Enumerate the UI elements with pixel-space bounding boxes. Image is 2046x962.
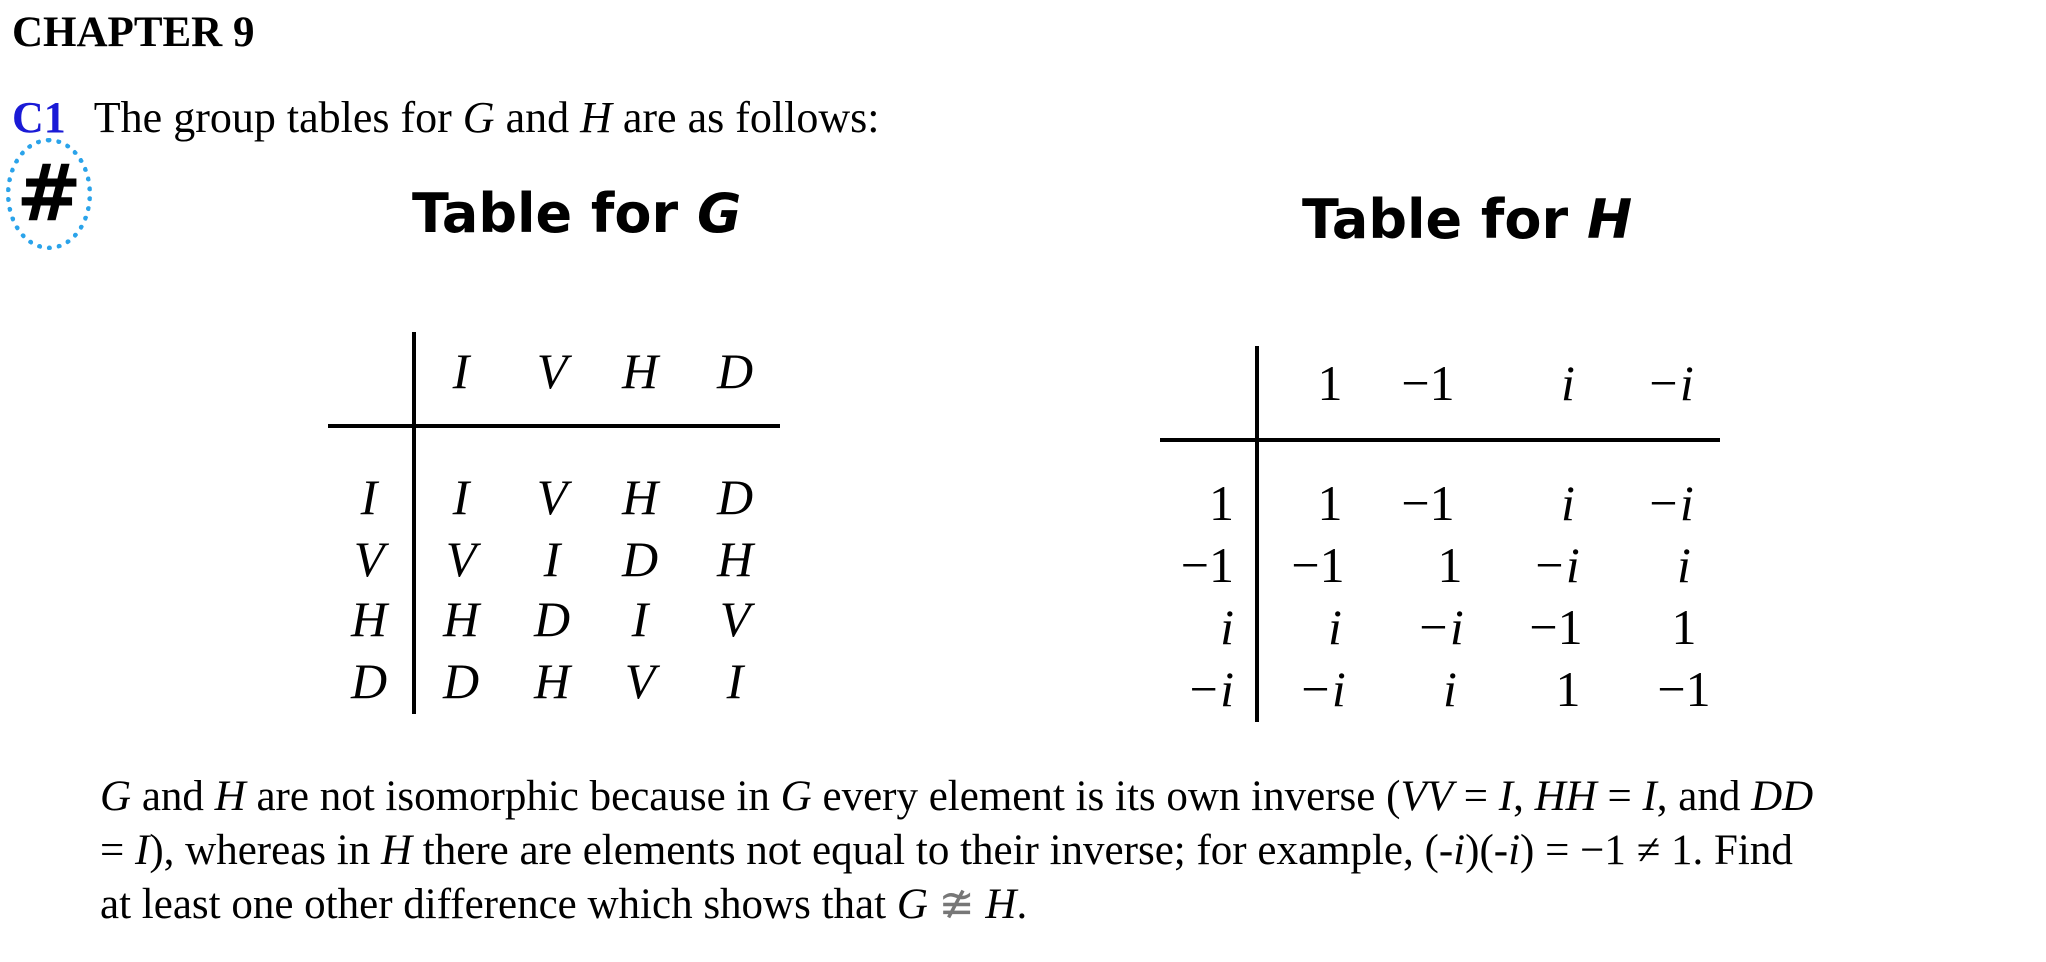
table-h-cell: −1	[1657, 661, 1711, 717]
text-span: are not isomorphic because in	[245, 773, 781, 820]
table-g-cell: D	[716, 469, 754, 525]
table-g-cell: H	[533, 653, 571, 709]
table-g-cell: V	[624, 653, 656, 709]
intro-text-pre: The group tables for	[93, 93, 463, 142]
text-span: at least one other difference which shows that	[100, 881, 897, 928]
table-g-horizontal-rule	[328, 424, 780, 428]
text-span: every element is its own inverse (	[811, 773, 1401, 820]
var-imag: i	[1508, 827, 1521, 874]
table-h-cell: 1	[1555, 661, 1581, 717]
text-span: and	[131, 773, 215, 820]
group-h-var: H	[580, 93, 612, 142]
table-h-cell: 1	[1671, 599, 1697, 655]
table-h-title-prefix: Table for	[1302, 188, 1587, 251]
intro-text-post: are as follows:	[611, 93, 880, 142]
text-span: =	[1596, 773, 1643, 820]
var-h: H	[380, 827, 413, 874]
text-span: )(-	[1465, 827, 1509, 874]
table-h-cell: i	[1443, 661, 1457, 717]
table-g-cell: D	[621, 531, 659, 587]
text-span	[975, 881, 986, 928]
table-h-cell: 1	[1437, 537, 1463, 593]
var-h: H	[985, 881, 1017, 928]
var-g: G	[100, 773, 132, 820]
text-span: .	[1016, 881, 1028, 928]
table-g-cell: D	[442, 653, 480, 709]
table-g-header-cell: D	[716, 343, 754, 399]
paragraph-line-3	[100, 878, 2046, 932]
table-h-header-cell: −i	[1646, 355, 1694, 411]
table-h-header-cell: i	[1561, 355, 1575, 411]
table-g-cell: V	[445, 531, 477, 587]
text-span: =	[100, 827, 136, 874]
var-hh: HH	[1534, 773, 1597, 820]
table-h-horizontal-rule	[1160, 438, 1720, 442]
table-h-row-label: −1	[1180, 537, 1234, 593]
table-h-cell: −i	[1646, 475, 1694, 531]
table-h-row-label: −i	[1186, 661, 1234, 717]
var-g: G	[780, 773, 812, 820]
not-isomorphic-symbol: ≇	[938, 881, 975, 928]
text-span: there are elements not equal to their inverse; for example, (-	[412, 827, 1454, 874]
text-span: ) = −1 ≠ 1. Find	[1520, 827, 1793, 874]
table-g-row-label: I	[360, 469, 378, 525]
explanation-paragraph	[100, 770, 2046, 932]
var-dd: DD	[1751, 773, 1814, 820]
table-h-cell: i	[1677, 537, 1691, 593]
text-span: , and	[1656, 773, 1752, 820]
table-g-title-prefix: Table for	[412, 182, 697, 245]
table-g-cell: D	[533, 591, 571, 647]
table-h-title	[1302, 188, 1632, 251]
table-h-cell: −i	[1298, 661, 1346, 717]
table-g-cell: H	[621, 469, 659, 525]
table-h-cell: i	[1328, 599, 1342, 655]
table-h-header-cell: 1	[1317, 355, 1343, 411]
intro-text-mid: and	[494, 93, 581, 142]
paragraph-line-1	[100, 770, 2046, 824]
table-h-cell: i	[1561, 475, 1575, 531]
table-h-cell: 1	[1317, 475, 1343, 531]
problem-intro	[12, 92, 879, 143]
text-span	[928, 881, 939, 928]
table-h-header-cell: −1	[1401, 355, 1455, 411]
table-h-cell: −1	[1529, 599, 1583, 655]
group-g-var: G	[462, 93, 495, 142]
var-i: I	[1642, 773, 1657, 820]
table-g-row-label: D	[350, 653, 388, 709]
table-g-vertical-rule	[412, 332, 416, 714]
table-h-cell: −i	[1416, 599, 1464, 655]
table-h-row-label: 1	[1209, 475, 1234, 531]
problem-tag[interactable]: C1	[12, 93, 66, 142]
table-h-cell: −1	[1401, 475, 1455, 531]
table-g-title-var: G	[696, 182, 742, 245]
table-h-cell: −i	[1532, 537, 1580, 593]
var-imag: i	[1453, 827, 1466, 874]
paragraph-line-2	[100, 824, 2046, 878]
text-span: ,	[1513, 773, 1535, 820]
table-g-header-cell: V	[536, 343, 568, 399]
var-vv: VV	[1400, 773, 1453, 820]
var-g: G	[896, 881, 928, 928]
hash-glyph: #	[16, 149, 82, 239]
var-i: I	[1498, 773, 1514, 820]
table-g-header-cell: H	[621, 343, 659, 399]
table-g-cell: I	[543, 531, 561, 587]
table-g-row-label: H	[350, 591, 388, 647]
table-g-cell: I	[631, 591, 649, 647]
table-g-cell: I	[726, 653, 744, 709]
chapter-heading: CHAPTER 9	[12, 9, 255, 56]
table-g-cell: H	[442, 591, 480, 647]
hash-icon[interactable]	[6, 138, 92, 250]
table-h-title-var: H	[1586, 188, 1633, 251]
table-g-cell: V	[536, 469, 568, 525]
text-span: ), whereas in	[149, 827, 381, 874]
table-g-header-cell: I	[452, 343, 470, 399]
var-i: I	[135, 827, 150, 874]
table-g-cell: H	[716, 531, 754, 587]
table-h-cell: −1	[1291, 537, 1345, 593]
table-g-title	[412, 182, 741, 245]
table-h-row-label: i	[1220, 599, 1234, 655]
table-h-vertical-rule	[1255, 346, 1259, 722]
text-span: =	[1452, 773, 1499, 820]
table-g-cell: I	[452, 469, 470, 525]
var-h: H	[214, 773, 246, 820]
table-g-cell: V	[719, 591, 751, 647]
table-g-row-label: V	[353, 531, 385, 587]
